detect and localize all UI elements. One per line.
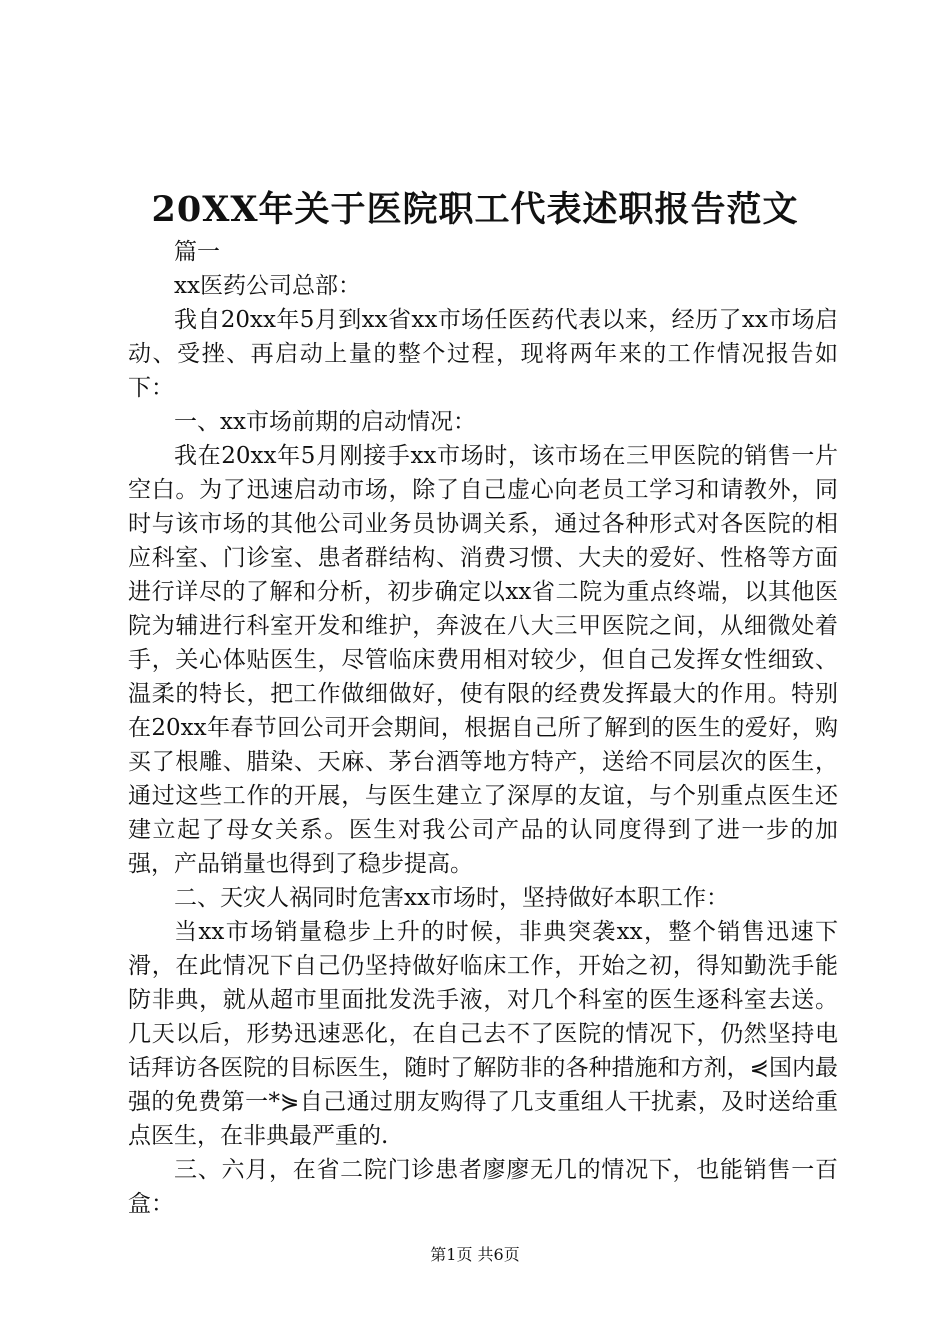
document-body [128, 235, 838, 1221]
heading-section-three: 三、六月，在省二院门诊患者廖廖无几的情况下，也能销售一百盒： [128, 1157, 838, 1217]
heading-section-two: 二、天灾人祸同时危害xx市场时，坚持做好本职工作： [174, 885, 729, 911]
paragraph-intro: 我自20xx年5月到xx省xx市场任医药代表以来，经历了xx市场启动、受挫、再启动上量的整个过程，现将两年来的工作情况报告如下： [128, 307, 838, 401]
section-label: 篇一 [174, 239, 220, 265]
document-title: 20XX年关于医院职工代表述职报告范文 [151, 189, 799, 230]
paragraph-section-one: 我在20xx年5月刚接手xx市场时，该市场在三甲医院的销售一片空白。为了迅速启动市场，除了自己虚心向老员工学习和请教外，同时与该市场的其他公司业务员协调关系，通过各种形式对各医院的相应科室、门诊室、患者群结构、消费习惯、大夫的爱好、性格等方面进行详尽的了解和分析，初步确定以xx省二院为重点终端，以其他医院为辅进行科室开发和维护，奔波在八大三甲医院之间，从细微处着手，关心体贴医生，尽管临床费用相对较少，但自己发挥女性细致、温柔的特长，把工作做细做好，使有限的经费发挥最大的作用。特别在20xx年春节回公司开会期间，根据自己所了解到的医生的爱好，购买了根雕、腊染、天麻、茅台酒等地方特产，送给不同层次的医生，通过这些工作的开展，与医生建立了深厚的友谊，与个别重点医生还建立起了母女关系。医生对我公司产品的认同度得到了进一步的加强，产品销量也得到了稳步提高。 [128, 443, 838, 877]
heading-section-one: 一、xx市场前期的启动情况： [174, 409, 476, 435]
page-footer: 第1页 共6页 [430, 1245, 520, 1264]
paragraph-section-two: 当xx市场销量稳步上升的时候，非典突袭xx，整个销售迅速下滑，在此情况下自己仍坚持做好临床工作，开始之初，得知勤洗手能防非典，就从超市里面批发洗手液，对几个科室的医生逐科室去送。几天以后，形势迅速恶化，在自己去不了医院的情况下，仍然坚持电话拜访各医院的目标医生，随时了解防非的各种措施和方剂，⋞国内最强的免费第一*⋟自己通过朋友购得了几支重组人干扰素，及时送给重点医生，在非典最严重的. [128, 919, 838, 1149]
salutation: xx医药公司总部： [174, 273, 361, 299]
